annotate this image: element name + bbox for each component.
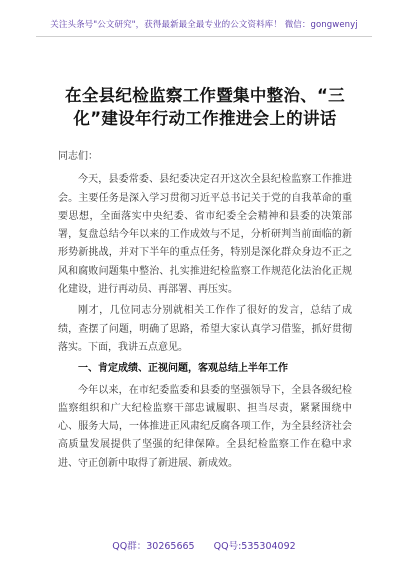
- section-heading-1: 一、肯定成绩、正视问题，客观总结上半年工作: [78, 363, 288, 375]
- paragraph-section-1: 今年以来，在市纪委监委和县委的坚强领导下，全县各级纪检监察组织和广大纪检监察干部忠诚履职、担当尽责，紧紧围绕中心、服务大局，一体推进正风肃纪反腐各项工作，为全县经济社会高质量发展提供了坚强的纪律保障。全县纪检监察工作在稳中求进、守正创新中取得了新进展、新成效。: [58, 384, 352, 469]
- document-body: [58, 148, 352, 476]
- header-divider: [36, 36, 372, 37]
- paragraph-intro: 今天，县委常委、县纪委决定召开这次全县纪检监察工作推进会。主要任务是深入学习贯彻习近平总书记关于党的自我革命的重要思想，全面落实中央纪委、省市纪委全会精神和县委的决策部署，复盘总结今年以来的工作成效与不足，分析研判当前面临的新形势新挑战，并对下半年的重点任务，特别是深化群众身边不正之风和腐败问题集中整治、扎实推进纪检监察工作规范化法治化正规化建设，进行再动员、再部署、再压实。: [58, 174, 352, 296]
- header-banner: 关注头条号"公文研究"，获得最新最全最专业的公文资料库！ 微信：gongwenyj: [50, 20, 358, 30]
- salutation: 同志们：: [58, 151, 98, 162]
- footer-contact: [0, 538, 408, 552]
- document-title: 在全县纪检监察工作暨集中整治、“三化”建设年行动工作推进会上的讲话: [65, 86, 345, 128]
- footer-qq-group: QQ群：30265665: [112, 541, 195, 552]
- paragraph-transition: 刚才，几位同志分别就相关工作作了很好的发言，总结了成绩，查摆了问题，明确了思路，希望大家认真学习借鉴，抓好贯彻落实。下面，我讲五点意见。: [58, 305, 352, 353]
- footer-qq-number: QQ号:535304092: [213, 541, 296, 552]
